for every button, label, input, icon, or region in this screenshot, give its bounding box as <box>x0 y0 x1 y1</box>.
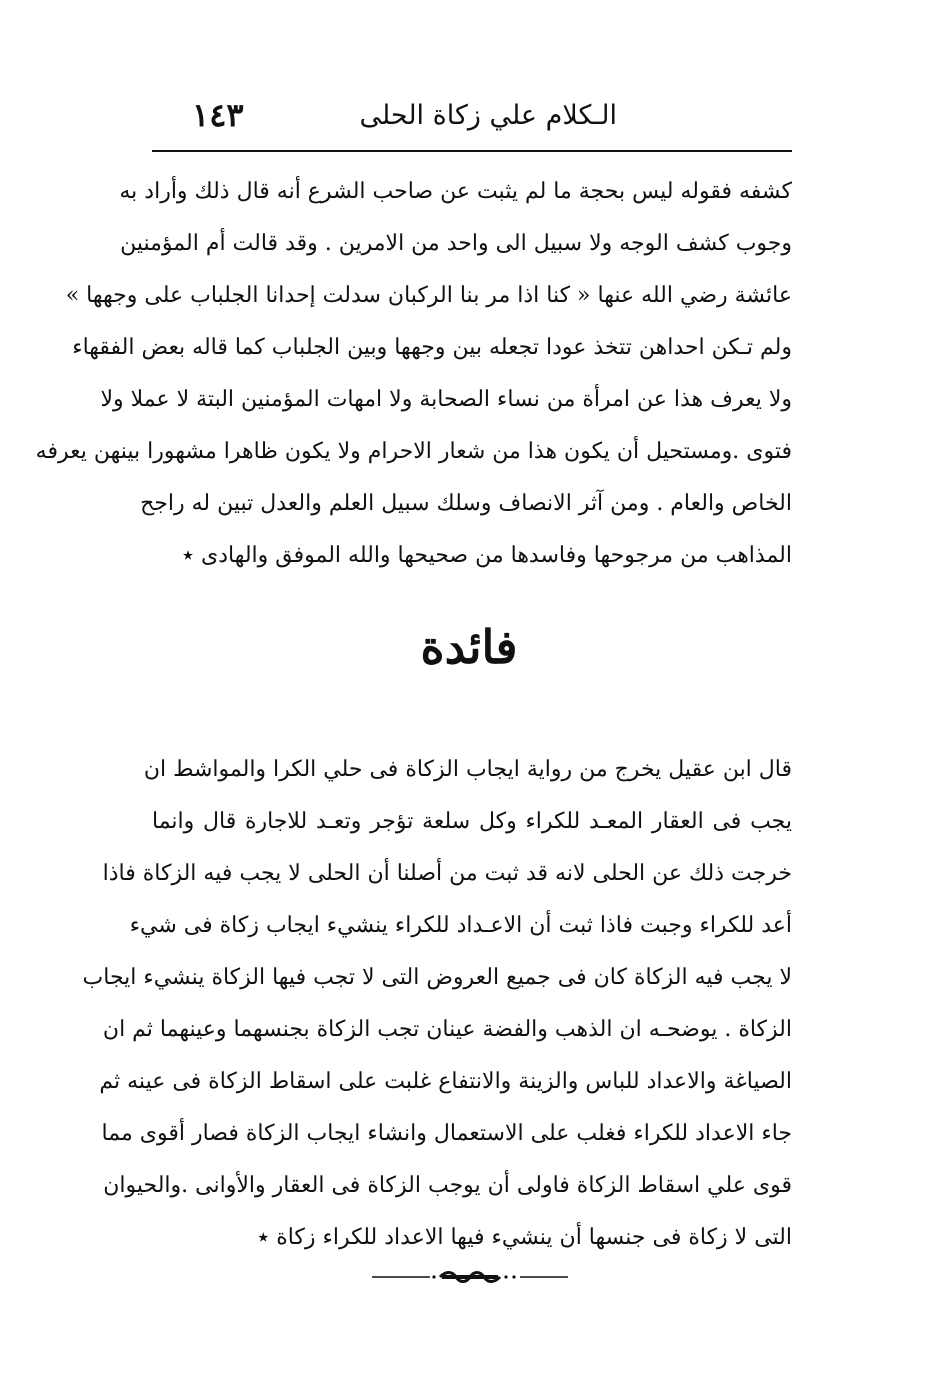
text-line: كشفه فقوله ليس بحجة ما لم يثبت عن صاحب الشرع أنه قال ذلك وأراد به <box>119 179 792 204</box>
text-line: خرجت ذلك عن الحلى لانه قد ثبت من أصلنا أن الحلى لا يجب فيه الزكاة فاذا <box>102 861 792 886</box>
running-title: الـكلام علي زكاة الحلى <box>359 100 617 131</box>
text-line: التى لا زكاة فى جنسها أن ينشيء فيها الاعداد للكراء زكاة ٭ <box>257 1225 792 1250</box>
text-line: وجوب كشف الوجه ولا سبيل الى واحد من الامرين . وقد قالت أم المؤمنين <box>120 231 792 256</box>
paragraph-one <box>35 166 792 582</box>
text-line: المذاهب من مرجوحها وفاسدها من صحيحها والله الموفق والهادى ٭ <box>182 543 792 568</box>
text-line: الخاص والعام . ومن آثر الانصاف وسلك سبيل العلم والعدل تبين له راجح <box>140 491 792 516</box>
text-line: يجب فى العقار المعـد للكراء وكل سلعة تؤجر وتعـد للاجارة قال وانما <box>152 809 792 834</box>
paragraph-two <box>82 744 792 1264</box>
text-line: ولم تـكن احداهن تتخذ عودا تجعله بين وجهها وبين الجلباب كما قاله بعض الفقهاء <box>72 335 792 360</box>
text-line: أعد للكراء وجبت فاذا ثبت أن الاعـداد للكراء ينشيء ايجاب زكاة فى شيء <box>129 913 792 938</box>
text-line: جاء الاعداد للكراء فغلب على الاستعمال وانشاء ايجاب الزكاة فصار أقوى مما <box>101 1121 792 1146</box>
text-line: عائشة رضي الله عنها « كنا اذا مر بنا الركبان سدلت إحدانا الجلباب على وجهها » <box>65 283 792 308</box>
text-line: ولا يعرف هذا عن امرأة من نساء الصحابة ولا امهات المؤمنين البتة لا عملا ولا <box>100 387 792 412</box>
section-heading: فائدة <box>420 620 518 674</box>
text-line: قوى علي اسقاط الزكاة فاولى أن يوجب الزكاة فى العقار والأوانى .والحيوان <box>103 1173 792 1198</box>
text-line: الصياغة والاعداد للباس والزينة والانتفاع غلبت على اسقاط الزكاة فى عينه ثم <box>99 1069 792 1094</box>
text-line: الزكاة . يوضحـه ان الذهب والفضة عينان تجب الزكاة بجنسهما وعينهما ثم ان <box>102 1017 792 1042</box>
text-line: لا يجب فيه الزكاة كان فى جميع العروض التى لا تجب فيها الزكاة ينشيء ايجاب <box>82 965 792 990</box>
text-line: فتوى .ومستحيل أن يكون هذا من شعار الاحرام ولا يكون ظاهرا مشهورا بينهن يعرفه <box>35 439 792 464</box>
text-line: قال ابن عقيل يخرج من رواية ايجاب الزكاة فى حلي الكرا والمواشط ان <box>143 757 792 782</box>
page-number: ١٤٣ <box>192 96 244 134</box>
end-ornament <box>370 1268 570 1286</box>
page-header <box>152 92 792 144</box>
header-rule <box>152 150 792 152</box>
